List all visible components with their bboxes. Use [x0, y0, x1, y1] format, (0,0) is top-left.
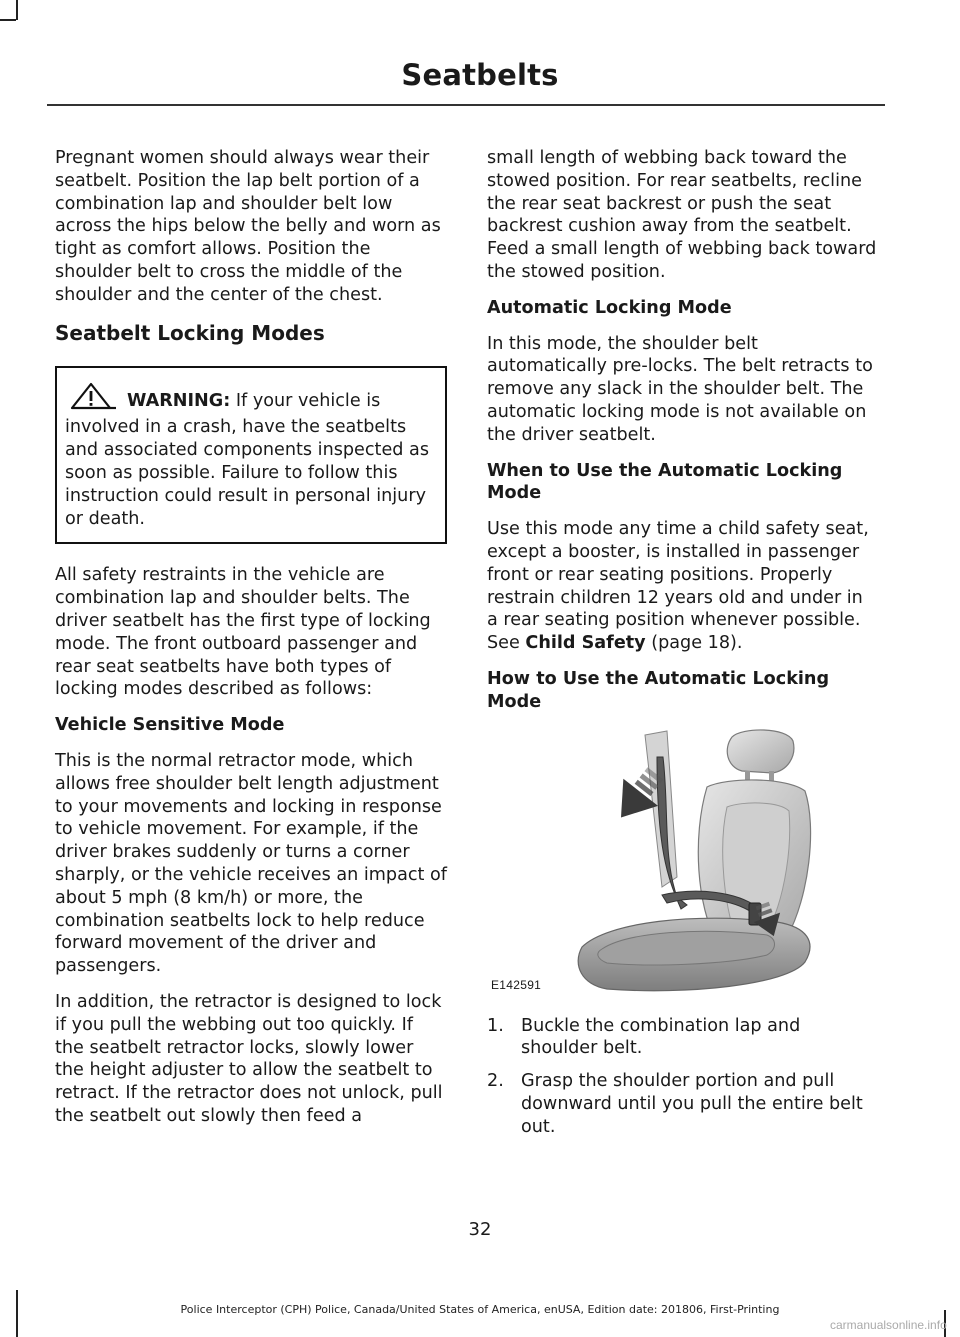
intro-paragraph: Pregnant women should always wear their seatbelt. Position the lap belt portion of a combination lap and shoulder belt low across the hips below the belly and worn as tight as comfort allows. Position the shoulder belt to cross the middle of the shoulder and the center of the chest. — [55, 148, 441, 305]
list-item: 1. Buckle the combination lap and shoulder belt. — [487, 1015, 801, 1059]
vehicle-sensitive-paragraph-1: This is the normal retractor mode, which allows free shoulder belt length adjustment to your movements and locking in response to vehicle movement. For example, if the driver brakes suddenly or turns a corner sharply, or the vehicle receives an impact of about 5 mph (8 km/h) or more, the combination seatbelts lock to help reduce forward movement of the driver and passengers. — [55, 750, 447, 977]
page-title: Seatbelts — [401, 58, 559, 92]
heading-when-to-use: When to Use the Automatic Locking Mode — [487, 460, 843, 504]
footer-edition-info: Police Interceptor (CPH) Police, Canada/United States of America, enUSA, Edition date: 201806, First-Printing — [180, 1303, 780, 1316]
heading-automatic-locking-mode: Automatic Locking Mode — [487, 297, 732, 318]
header-rule — [47, 104, 885, 106]
warning-text: If your vehicle is involved in a crash, have the seatbelts and associated components inspected as soon as possible. Failure to follow this instruction could result in personal injury or death. — [65, 390, 429, 529]
watermark: carmanualsonline.info — [830, 1318, 947, 1332]
warning-box — [55, 366, 447, 545]
heading-how-to-use: How to Use the Automatic Locking Mode — [487, 668, 830, 712]
heading-vehicle-sensitive-mode: Vehicle Sensitive Mode — [55, 715, 285, 736]
section-heading-locking-modes: Seatbelt Locking Modes — [55, 320, 325, 345]
list-item: 2. Grasp the shoulder portion and pull downward until you pull the entire belt out. — [487, 1071, 863, 1137]
page-number: 32 — [468, 1219, 492, 1240]
seat-illustration — [487, 727, 879, 1001]
restraints-paragraph: All safety restraints in the vehicle are combination lap and shoulder belts. The driver seatbelt has the first type of locking mode. The front outboard passenger and rear seat seatbelts have both types of locking modes described as follows: — [55, 565, 431, 700]
seat-belt-icon — [487, 727, 879, 1001]
automatic-paragraph: In this mode, the shoulder belt automatically pre-locks. The belt retracts to remove any slack in the shoulder belt. The automatic locking mode is not available on the driver seatbelt. — [487, 333, 873, 445]
when-paragraph: Use this mode any time a child safety seat, except a booster, is installed in passenger front or rear seating positions. Properly restrain children 12 years old and under in a rear seating position whenever possible. See Child Safety (page 18). — [487, 519, 869, 654]
figure-label: E142591 — [491, 977, 542, 992]
left-column — [55, 147, 447, 1141]
crop-mark — [16, 0, 18, 20]
continuation-paragraph: small length of webbing back toward the stowed position. For rear seatbelts, recline the rear seat backrest or push the seat backrest cushion away from the seatbelt. Feed a small length of webbing back toward the stowed position. — [487, 148, 877, 282]
child-safety-link[interactable]: Child Safety — [525, 633, 646, 654]
vehicle-sensitive-paragraph-2: In addition, the retractor is designed to lock if you pull the webbing out too quickly. If the seatbelt retractor locks, slowly lower the height adjuster to allow the seatbelt to retract. If the retractor does not unlock, pull the seatbelt out slowly then feed a — [55, 991, 443, 1126]
steps-list — [487, 1015, 879, 1139]
warning-label: WARNING: — [127, 390, 231, 411]
warning-triangle-icon — [69, 382, 117, 417]
right-column — [487, 147, 879, 1149]
crop-mark — [0, 19, 16, 21]
